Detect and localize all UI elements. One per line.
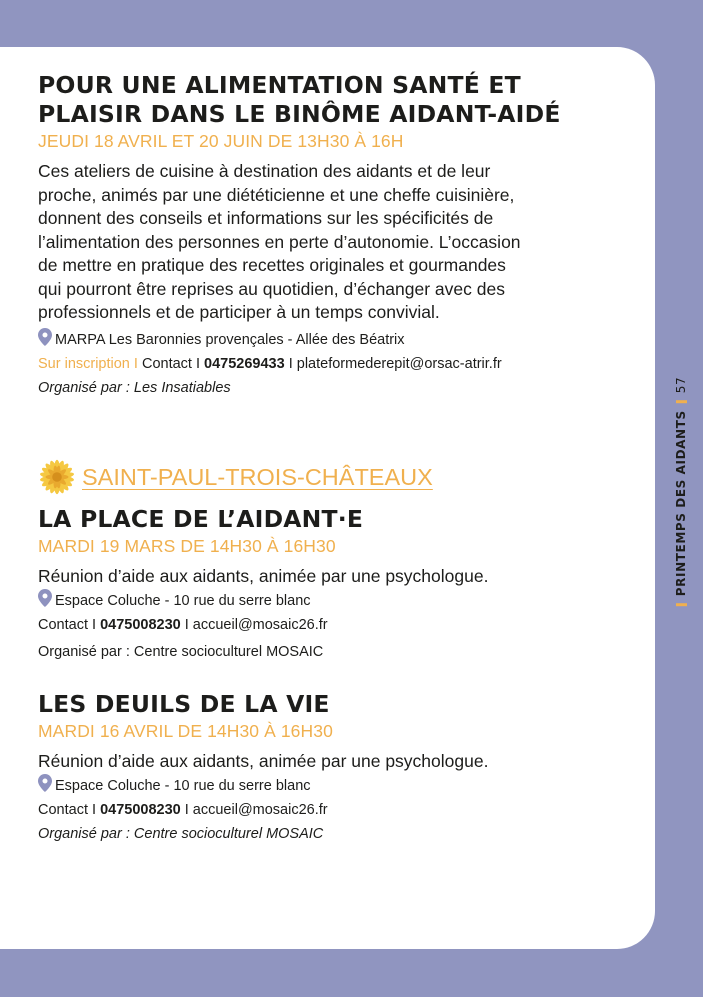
contact-label: Contact I — [38, 616, 97, 633]
event-date: JEUDI 18 AVRIL ET 20 JUIN DE 13H30 À 16H — [38, 131, 404, 151]
event-contact — [38, 613, 488, 637]
location-pin-icon — [38, 589, 52, 607]
event-organizer: Organisé par : Les Insatiables — [38, 379, 231, 396]
contact-phone[interactable]: 0475008230 — [100, 801, 181, 818]
event-date: MARDI 19 MARS DE 14H30 À 16H30 — [38, 536, 336, 556]
city-heading — [38, 455, 433, 499]
event-alimentation — [38, 71, 561, 400]
event-deuils — [38, 690, 488, 846]
event-description: Réunion d’aide aux aidants, animée par une psychologue. — [38, 566, 489, 586]
contact-phone[interactable]: 0475008230 — [100, 616, 181, 633]
event-location — [38, 589, 488, 613]
contact-email[interactable]: I accueil@mosaic26.fr — [184, 801, 328, 818]
side-bar-right — [676, 400, 687, 403]
page-card — [0, 47, 655, 949]
contact-phone[interactable]: 0475269433 — [204, 355, 285, 372]
event-title: LES DEUILS DE LA VIE — [38, 690, 330, 718]
event-contact — [38, 798, 488, 822]
page-number: 57 — [674, 376, 688, 394]
side-label — [674, 377, 688, 613]
event-location — [38, 774, 488, 798]
event-title: LA PLACE DE L’AIDANT·E — [38, 505, 364, 533]
contact-label: Contact I — [141, 355, 200, 372]
side-running-header — [671, 376, 691, 610]
location-pin-icon — [38, 774, 52, 792]
event-place-aidant — [38, 505, 488, 664]
location-text: MARPA Les Baronnies provençales - Allée des Béatrix — [55, 331, 405, 348]
event-description: Réunion d’aide aux aidants, animée par une psychologue. — [38, 751, 489, 771]
contact-email[interactable]: I plateformederepit@orsac-atrir.fr — [288, 355, 502, 372]
side-bar-left — [676, 603, 687, 606]
city-name[interactable]: SAINT-PAUL-TROIS-CHÂTEAUX — [82, 463, 433, 490]
event-description: Ces ateliers de cuisine à destination des aidants et de leur proche, animés par une diététicienne et une cheffe cuisinière, donnent des conseils et informations sur les spécificités de l’alimentation des personnes en perte d’autonomie. L’occasion de mettre en pratique des recettes originales et gourmandes qui pourront être reprises au quotidien, d’échanger avec des professionnels et de participer à un temps convivial. — [38, 161, 521, 322]
location-text: Espace Coluche - 10 rue du serre blanc — [55, 592, 311, 609]
registration-note: Sur inscription I — [38, 355, 138, 372]
event-organizer: Organisé par : Centre socioculturel MOSAIC — [38, 643, 324, 660]
event-organizer: Organisé par : Centre socioculturel MOSAIC — [38, 825, 324, 842]
location-text: Espace Coluche - 10 rue du serre blanc — [55, 777, 311, 794]
event-title: POUR UNE ALIMENTATION SANTÉ ET PLAISIR DANS LE BINÔME AIDANT-AIDÉ — [38, 71, 561, 128]
side-title: PRINTEMPS DES AIDANTS — [674, 410, 688, 597]
contact-email[interactable]: I accueil@mosaic26.fr — [184, 616, 328, 633]
event-date: MARDI 16 AVRIL DE 14H30 À 16H30 — [38, 721, 333, 741]
flower-icon — [34, 454, 80, 500]
event-location — [38, 328, 561, 352]
contact-label: Contact I — [38, 801, 97, 818]
event-contact — [38, 352, 561, 376]
location-pin-icon — [38, 328, 52, 346]
